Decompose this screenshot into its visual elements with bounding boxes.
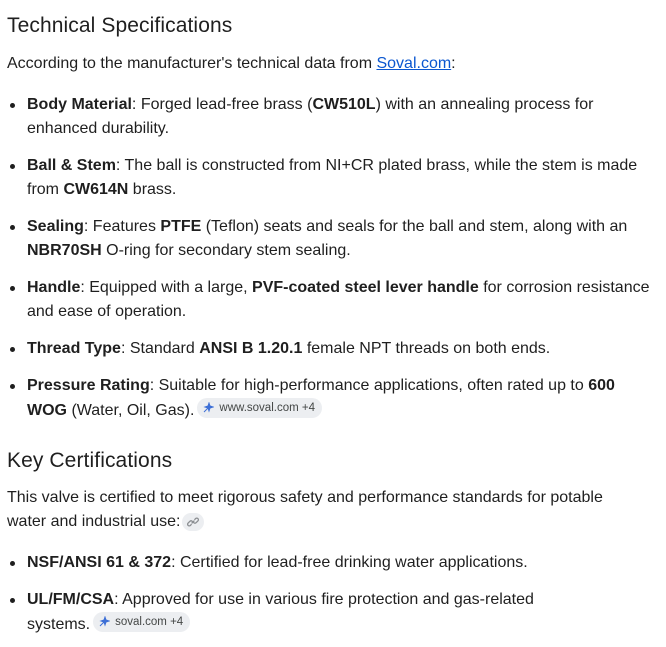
spec-text: female NPT threads on both ends. [302, 340, 551, 357]
sparkle-icon [98, 616, 110, 628]
link-chip[interactable] [182, 513, 204, 531]
list-item [7, 374, 659, 423]
source-chip-label: www.soval.com +4 [219, 402, 315, 414]
spec-text: : Standard [120, 340, 200, 357]
link-icon [187, 516, 199, 528]
cert-term: UL/FM/CSA [27, 591, 115, 608]
list-item [7, 337, 659, 361]
heading-key-certifications: Key Certifications [7, 449, 173, 472]
intro-text: According to the manufacturer's technical data from [7, 55, 377, 72]
spec-text: brass. [128, 181, 177, 198]
intro-colon: : [451, 55, 456, 72]
list-item [7, 276, 659, 324]
spec-text: : Suitable for high-performance applications, often rated up to [149, 377, 589, 394]
list-item [7, 551, 659, 575]
spec-bold: NBR70SH [27, 242, 102, 259]
intro-paragraph [7, 52, 657, 76]
spec-term: Thread Type [27, 340, 121, 357]
spec-term: Pressure Rating [27, 377, 150, 394]
cert-term: NSF/ANSI 61 & 372 [27, 554, 172, 571]
certs-list [7, 551, 659, 647]
cert-text: : Approved for use in various fire protection and gas-related systems. [27, 591, 534, 633]
spec-bold: CW510L [312, 96, 376, 113]
spec-bold: CW614N [63, 181, 129, 198]
source-chip-label: soval.com +4 [115, 616, 184, 628]
source-chip[interactable] [197, 398, 322, 418]
spec-bold: PVF-coated steel lever handle [252, 279, 479, 296]
sparkle-icon [202, 402, 214, 414]
specs-list [7, 93, 659, 436]
cert-intro-text: This valve is certified to meet rigorous safety and performance standards for potable water and industrial use: [7, 489, 603, 530]
spec-term: Handle [27, 279, 81, 296]
spec-bold: 600 WOG [27, 377, 615, 419]
spec-text: : Features [83, 218, 161, 235]
list-item [7, 93, 659, 141]
spec-text: (Teflon) seats and seals for the ball and stem, along with an [201, 218, 628, 235]
spec-text: : Equipped with a large, [80, 279, 253, 296]
spec-text: : Forged lead-free brass ( [131, 96, 313, 113]
spec-text: O-ring for secondary stem sealing. [101, 242, 351, 259]
list-item [7, 215, 659, 263]
spec-term: Body Material [27, 96, 132, 113]
soval-link[interactable]: Soval.com [376, 55, 452, 72]
heading-technical-specifications: Technical Specifications [7, 14, 233, 37]
source-chip[interactable] [93, 612, 190, 632]
cert-text: : Certified for lead-free drinking water applications. [171, 554, 528, 571]
spec-bold: ANSI B 1.20.1 [199, 340, 303, 357]
spec-text: ) with an annealing process for enhanced durability. [27, 96, 594, 137]
spec-term: Ball & Stem [27, 157, 116, 174]
spec-text: : The ball is constructed from NI+CR plated brass, while the stem is made from [27, 157, 638, 198]
spec-text: (Water, Oil, Gas). [67, 402, 195, 419]
cert-intro-paragraph [7, 486, 637, 534]
list-item [7, 588, 659, 637]
list-item [7, 154, 659, 202]
spec-text: for corrosion resistance and ease of operation. [27, 279, 650, 320]
spec-bold: PTFE [160, 218, 202, 235]
spec-term: Sealing [27, 218, 84, 235]
